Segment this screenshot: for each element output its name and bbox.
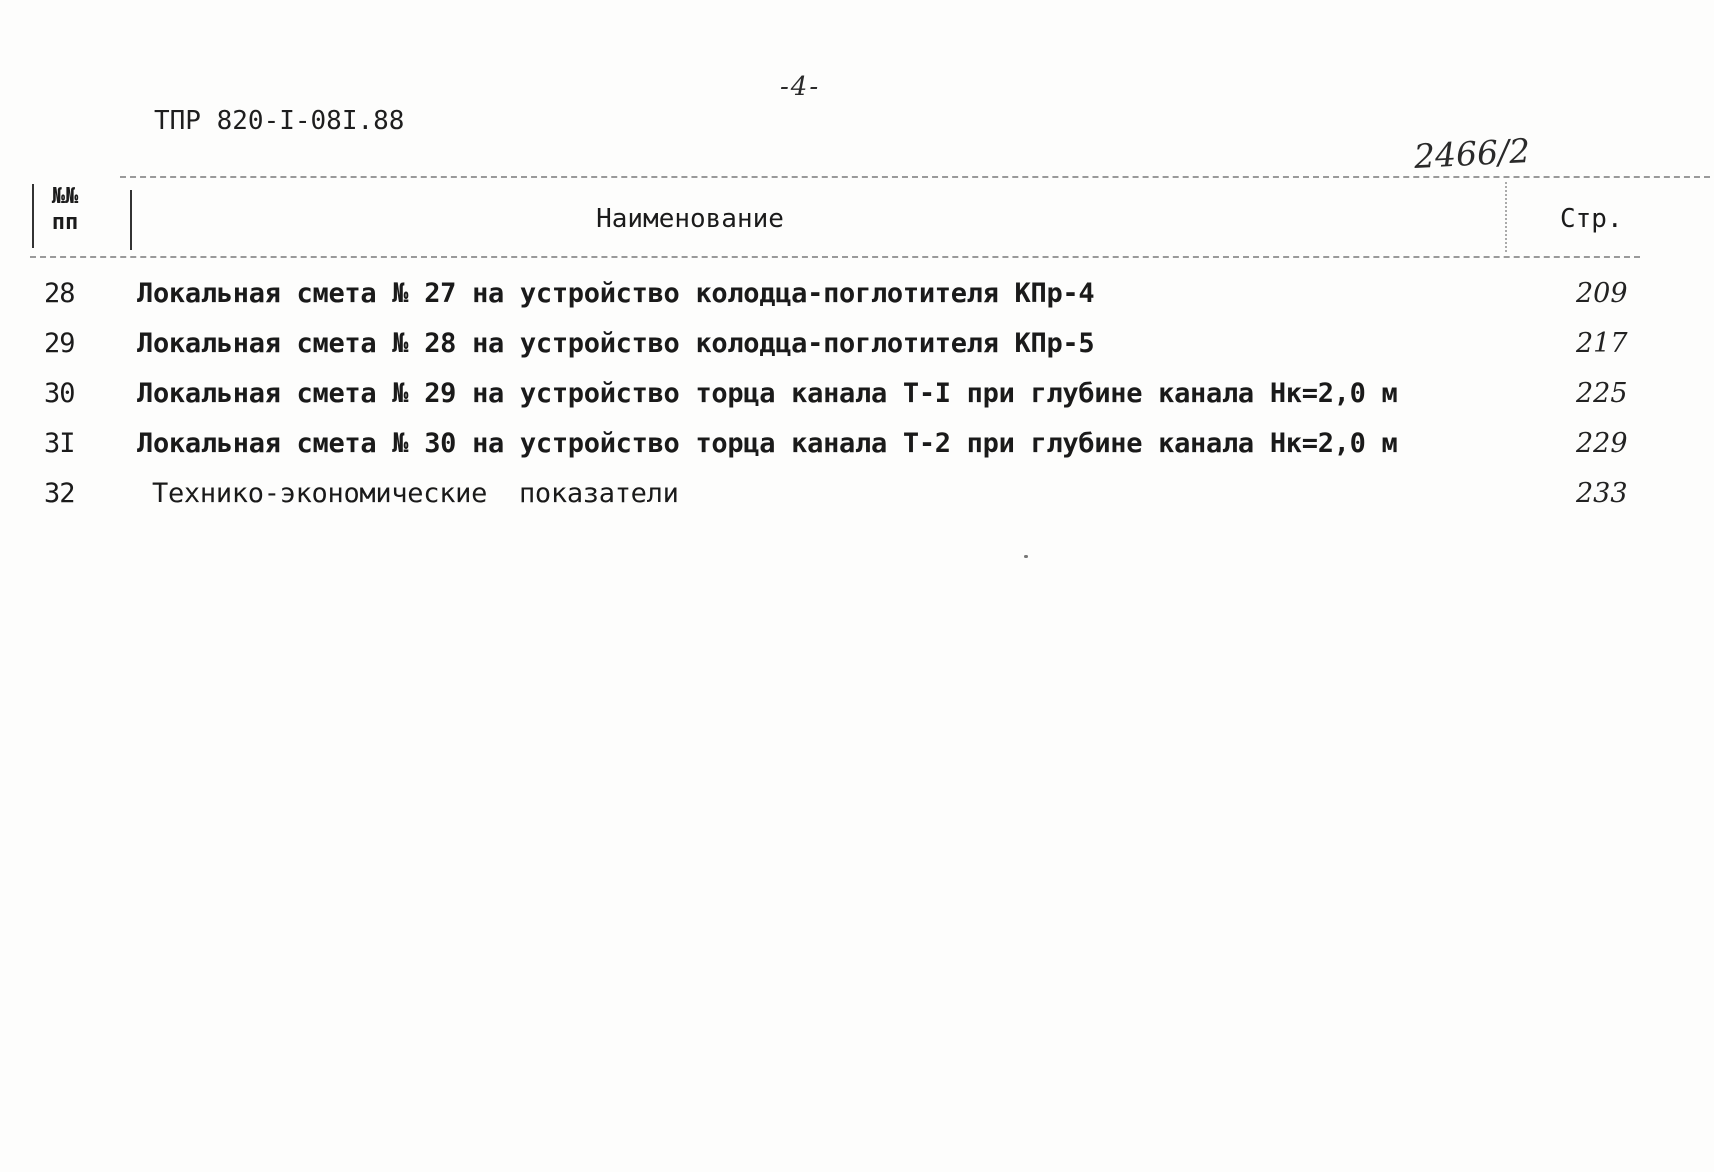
scan-speck <box>1024 555 1028 558</box>
header-number-sublabel: пп <box>51 210 79 235</box>
row-name: Локальная смета № 28 на устройство колодца-поглотителя КПр-5 <box>137 328 1095 359</box>
table-left-border <box>32 184 34 248</box>
table-row <box>0 428 1714 478</box>
table-header-rule <box>30 256 1640 258</box>
handwritten-number: 2466/2 <box>1413 130 1532 177</box>
row-number: 3I <box>44 428 75 459</box>
table-row <box>0 328 1714 378</box>
header-name-column: Наименование <box>596 204 784 234</box>
table-body <box>0 278 1714 528</box>
row-number: 32 <box>44 478 75 509</box>
header-number-label: №№ <box>51 184 79 209</box>
row-page: 229 <box>1576 428 1628 459</box>
row-number: 28 <box>44 278 75 309</box>
table-row <box>0 278 1714 328</box>
table-column-divider <box>130 190 132 250</box>
table-column-divider-right <box>1505 182 1507 252</box>
row-number: 29 <box>44 328 75 359</box>
page-number: -4- <box>780 72 821 102</box>
row-name: Локальная смета № 29 на устройство торца канала Т-I при глубине канала Нк=2,0 м <box>137 378 1398 409</box>
document-code: ТПР 820-I-08I.88 <box>154 106 405 136</box>
row-page: 233 <box>1576 478 1628 509</box>
header-number-column <box>44 184 86 236</box>
row-page: 217 <box>1576 328 1628 359</box>
row-name: Технико-экономические показатели <box>152 478 679 509</box>
table-row <box>0 478 1714 528</box>
row-name: Локальная смета № 30 на устройство торца канала Т-2 при глубине канала Нк=2,0 м <box>137 428 1398 459</box>
row-number: 30 <box>44 378 75 409</box>
table-top-rule <box>120 176 1710 178</box>
row-name: Локальная смета № 27 на устройство колодца-поглотителя КПр-4 <box>137 278 1095 309</box>
table-row <box>0 378 1714 428</box>
row-page: 209 <box>1576 278 1628 309</box>
header-page-column: Стр. <box>1560 204 1623 234</box>
row-page: 225 <box>1576 378 1628 409</box>
